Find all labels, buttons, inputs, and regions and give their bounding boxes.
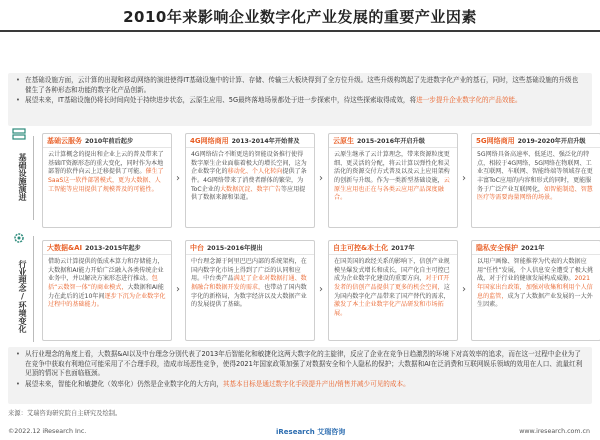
card-cloud-native: 云原生 2015-2016年开启升级 云原生继承了云计算理念，带来资源粒度更细、更灵活的分配，将云计算以弹性化和灵活化的资源交付方式普及以及云上应用架构的创新与升级。作为一类新型基础设施，云原生应用也正在与各类云应用产品深度融合。	[328, 133, 458, 228]
side-divider	[33, 136, 34, 220]
card-middle-platform: 中台 2015-2016年提出 中台理念源于阿里巴巴内部的系统架构，在国内数字化市场上得到了广泛的认同和应用。中台类产品满足了企业对数据打通、数据融合和数据开发的需求，也带动了国内数字化的新格局，为数字经济以及大数据产业的发展提供了基础。	[185, 240, 315, 341]
site-url: www.iresearch.com.cn	[519, 428, 590, 435]
top-note: • 展望未来，IT基础设施仍将长时间向处于持续进步状态，云原生应用、5G最终落地场景都处于进一步探索中，待这些探索取得成效，将进一步提升企业数字化的产品效能。	[16, 96, 584, 106]
bottom-notes	[8, 347, 592, 404]
side-divider	[33, 236, 34, 342]
top-note: • 在基础设施方面，云计算的出现和移动网络的演进使得IT基础设施中的计算、存储、传输三大板块得到了全方位升级。这些升级构筑起了先进数字化产业的基石，同时，这些基础设施的升级也催生了各种形态和功能的数字化产品创新。	[16, 76, 584, 95]
infra-label: 基础设施演进	[18, 153, 27, 201]
title-divider	[0, 30, 600, 32]
arrow-right-icon: ›	[176, 284, 180, 295]
card-4g: 4G网络商用 2013-2014年开始普及 4G网络结合不断更迭的智能设备推行使得数字原生企业面临着极大的增长空间，这为企业数字化的移动化、个人化转向提供了条件。4G网络带来了消费者群体的繁荣，为ToC企业的大数据沉淀、数字广告等应用提供了数据来源和渠道。	[185, 133, 315, 228]
card-privacy: 隐私安全保护 2021年 以用户画像、智能推荐为代表的大数据应用“任性”发展，个人信息安全遭受了极大挑战，对于行业的健康发展构成威胁。2021年国家出台政策，加强对收集和利用个人信息的监管，成为了大数据产业发展的一大外生因素。	[471, 240, 600, 341]
top-notes	[8, 73, 592, 126]
card-bigdata-ai: 大数据&AI 2013-2015年起步 借助云计算提供的低成本算力和存储能力，大数据和AI能力开始广泛融入各类传统企业业务中，并以解决方案形态进行推动。包括“云数智一体”的商业模式，大数据和AI能力在此后的近10年间逐步下沉为企业数字化过程中的基础能力。	[42, 240, 172, 341]
bottom-note: • 从行业理念的角度上看，大数据&AI以及中台理念分别代表了2013年后智能化和敏捷化这两大数字化的主旋律，反应了企业在竞争日趋激烈的环境下对高效率的追求，而在这一过程中企业为了在竞争中获取有利地位可能采用了不合理手段，造成市场恶性竞争，使得2021年国家政策加强了对数据安全和个人隐私的保护；大数据和AI在泛消费和互联网娱乐领域的效用在人口、流量红利见顶的情况下也面临瓶颈。	[16, 350, 584, 379]
arrow-right-icon: ›	[462, 173, 466, 184]
source-note: 来源：艾瑞咨询研究院自主研究及绘制。	[8, 410, 122, 417]
bottom-note: • 展望未来，智能化和敏捷化（效率化）仍然是企业数字化的大方向，其基本目标是通过数字化手段提升产出/销售并减少可见的成本。	[16, 380, 584, 390]
industry-label: 行业理念/环境变化	[18, 259, 27, 333]
brand-logo: iResearch 艾瑞咨询	[276, 428, 346, 436]
card-5g: 5G网络商用 2019-2020年开启升级 5G网络具备高速率、低延迟、强泛化的特点，相较于4G网络，5G网络在物联网、工业互联网、车联网、智能终端等领域存在更丰富ToC应用的内容和形式的同时，更能服务于广泛产业互联网化，如智能制造、智慧医疗等需要海量网络的场景。	[471, 133, 600, 228]
card-self-control: 自主可控&本土化 2017年 在国美国的政经关系的影响下，信创产业规模呈爆发式增长和成长，国产化自主可控已成为企业数字化建设的重要方向，对于IT开发者的信创产品提供了更多的机会空间，这为国内数字化产品带来了国产替代的需求，激发了本土企业数字化产品研发和市场拓展。	[328, 240, 458, 341]
arrow-right-icon: ›	[176, 173, 180, 184]
arrow-right-icon: ›	[319, 284, 323, 295]
arrow-right-icon: ›	[319, 173, 323, 184]
card-cloud-service: 基础云服务 2010年前后起步 云计算概念的提出和企业上云的普及带来了基础IT资源形态的重大变化，同时作为本地部署的软件向云上迁移提供了可能。催生了SaaS这一软件部署模式，更为大数据、人工智能等应用提供了规模普及的可能性。	[42, 133, 172, 228]
arrow-right-icon: ›	[462, 284, 466, 295]
copyright: ©2022.12 iResearch Inc.	[8, 428, 87, 435]
page-title: 2010年来影响企业数字化产业发展的重要产业因素	[123, 8, 477, 26]
footer	[0, 425, 600, 440]
